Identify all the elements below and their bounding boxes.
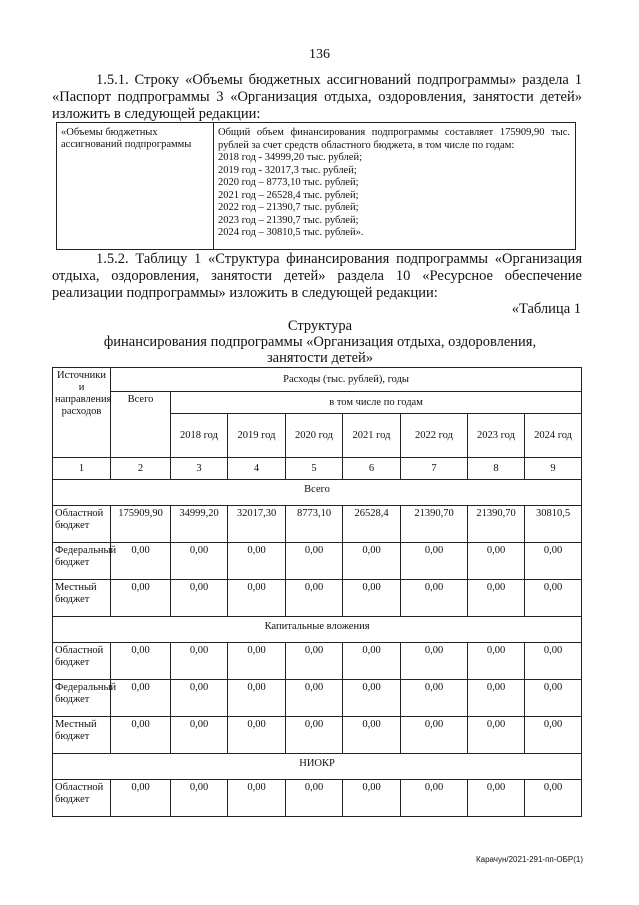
value-cell: 0,00 [401, 680, 468, 717]
value-cell: 0,00 [286, 580, 343, 617]
value-cell: 175909,90 [111, 506, 171, 543]
box-line: 2020 год – 8773,10 тыс. рублей; [218, 177, 359, 188]
header-source: Источники и направления расходов [53, 368, 111, 458]
caption-line: финансирования подпрограммы «Организация отдыха, оздоровления, [103, 334, 537, 350]
financing-table [52, 367, 582, 817]
value-cell: 0,00 [171, 680, 228, 717]
header-expenses: Расходы (тыс. рублей), годы [111, 368, 582, 392]
value-cell: 0,00 [468, 680, 525, 717]
section-title: НИОКР [53, 754, 582, 780]
header-total: Всего [111, 392, 171, 458]
value-cell: 0,00 [401, 780, 468, 817]
value-cell: 0,00 [171, 717, 228, 754]
column-number: 8 [468, 458, 525, 480]
value-cell: 21390,70 [468, 506, 525, 543]
value-cell: 0,00 [111, 580, 171, 617]
value-cell: 0,00 [343, 680, 401, 717]
value-cell: 0,00 [111, 780, 171, 817]
value-cell: 0,00 [401, 543, 468, 580]
box-right-text [218, 127, 570, 240]
value-cell: 0,00 [286, 717, 343, 754]
column-number: 9 [525, 458, 582, 480]
row-label: Федеральный бюджет [53, 543, 111, 580]
header-year: 2023 год [468, 414, 525, 458]
value-cell: 0,00 [286, 543, 343, 580]
value-cell: 0,00 [286, 643, 343, 680]
value-cell: 0,00 [343, 780, 401, 817]
row-label: Областной бюджет [53, 506, 111, 543]
table-row [53, 717, 582, 754]
header-year: 2024 год [525, 414, 582, 458]
table-row [53, 580, 582, 617]
value-cell: 0,00 [468, 580, 525, 617]
table-row [53, 680, 582, 717]
value-cell: 21390,70 [401, 506, 468, 543]
value-cell: 0,00 [343, 717, 401, 754]
column-number: 5 [286, 458, 343, 480]
value-cell: 0,00 [286, 780, 343, 817]
value-cell: 0,00 [228, 680, 286, 717]
value-cell: 0,00 [525, 643, 582, 680]
table-row [53, 643, 582, 680]
value-cell: 0,00 [228, 717, 286, 754]
value-cell: 0,00 [468, 780, 525, 817]
value-cell: 0,00 [171, 543, 228, 580]
column-number: 2 [111, 458, 171, 480]
footer-code: Карачун/2021-291-пп-ОБР(1) [475, 855, 583, 864]
box-line: Общий объем финансирования подпрограммы составляет 175909,90 тыс. рублей за счет средств областного бюджета, в том числе по годам: [218, 127, 570, 151]
value-cell: 0,00 [468, 543, 525, 580]
value-cell: 0,00 [228, 543, 286, 580]
header-year: 2019 год [228, 414, 286, 458]
row-label: Областной бюджет [53, 780, 111, 817]
section-title: Капитальные вложения [53, 617, 582, 643]
value-cell: 0,00 [343, 543, 401, 580]
value-cell: 0,00 [228, 580, 286, 617]
value-cell: 0,00 [525, 580, 582, 617]
value-cell: 0,00 [111, 680, 171, 717]
value-cell: 26528,4 [343, 506, 401, 543]
table-reference: «Таблица 1 [511, 301, 581, 317]
page-number: 136 [309, 47, 330, 62]
box-line: 2022 год – 21390,7 тыс. рублей; [218, 202, 359, 213]
table-caption [60, 318, 580, 366]
value-cell: 0,00 [468, 717, 525, 754]
value-cell: 0,00 [401, 717, 468, 754]
header-year: 2021 год [343, 414, 401, 458]
budget-volume-box [56, 122, 576, 250]
value-cell: 0,00 [343, 580, 401, 617]
value-cell: 0,00 [525, 780, 582, 817]
caption-line: занятости детей» [266, 350, 374, 366]
header-year: 2018 год [171, 414, 228, 458]
box-left-label: «Объемы бюджетных ассигнований подпрограммы [61, 127, 192, 150]
value-cell: 0,00 [401, 643, 468, 680]
value-cell: 0,00 [111, 643, 171, 680]
value-cell: 34999,20 [171, 506, 228, 543]
value-cell: 8773,10 [286, 506, 343, 543]
row-label: Местный бюджет [53, 580, 111, 617]
box-line: 2018 год - 34999,20 тыс. рублей; [218, 152, 363, 163]
value-cell: 0,00 [228, 780, 286, 817]
column-number: 1 [53, 458, 111, 480]
value-cell: 0,00 [401, 580, 468, 617]
section-title: Всего [53, 480, 582, 506]
box-line: 2024 год – 30810,5 тыс. рублей». [218, 227, 364, 238]
value-cell: 0,00 [468, 643, 525, 680]
column-number: 7 [401, 458, 468, 480]
value-cell: 0,00 [171, 780, 228, 817]
box-line: 2019 год - 32017,3 тыс. рублей; [218, 164, 357, 176]
box-line: 2023 год – 21390,7 тыс. рублей; [218, 214, 359, 226]
value-cell: 32017,30 [228, 506, 286, 543]
row-label: Федеральный бюджет [53, 680, 111, 717]
value-cell: 0,00 [111, 717, 171, 754]
table-row [53, 543, 582, 580]
value-cell: 0,00 [343, 643, 401, 680]
row-label: Областной бюджет [53, 643, 111, 680]
value-cell: 0,00 [525, 717, 582, 754]
value-cell: 30810,5 [525, 506, 582, 543]
value-cell: 0,00 [171, 580, 228, 617]
paragraph-1-5-2: 1.5.2. Таблицу 1 «Структура финансирования подпрограммы «Организация отдыха, оздоровления, занятости детей» раздела 10 «Ресурсное обеспечение реализации подпрограммы» изложить в следующей редакции: [52, 251, 582, 301]
header-by-years: в том числе по годам [171, 392, 582, 414]
caption-line: Структура [287, 318, 353, 334]
column-number: 3 [171, 458, 228, 480]
value-cell: 0,00 [111, 543, 171, 580]
value-cell: 0,00 [525, 543, 582, 580]
value-cell: 0,00 [228, 643, 286, 680]
paragraph-1-5-1: 1.5.1. Строку «Объемы бюджетных ассигнований подпрограммы» раздела 1 «Паспорт подпрограммы 3 «Организация отдыха, оздоровления, занятости детей» изложить в следующей редакции: [52, 72, 582, 122]
table-row [53, 780, 582, 817]
value-cell: 0,00 [171, 643, 228, 680]
value-cell: 0,00 [525, 680, 582, 717]
header-year: 2022 год [401, 414, 468, 458]
row-label: Местный бюджет [53, 717, 111, 754]
value-cell: 0,00 [286, 680, 343, 717]
table-row [53, 506, 582, 543]
column-number: 6 [343, 458, 401, 480]
header-year: 2020 год [286, 414, 343, 458]
column-number: 4 [228, 458, 286, 480]
box-line: 2021 год – 26528,4 тыс. рублей; [218, 189, 359, 201]
box-divider [213, 123, 214, 249]
